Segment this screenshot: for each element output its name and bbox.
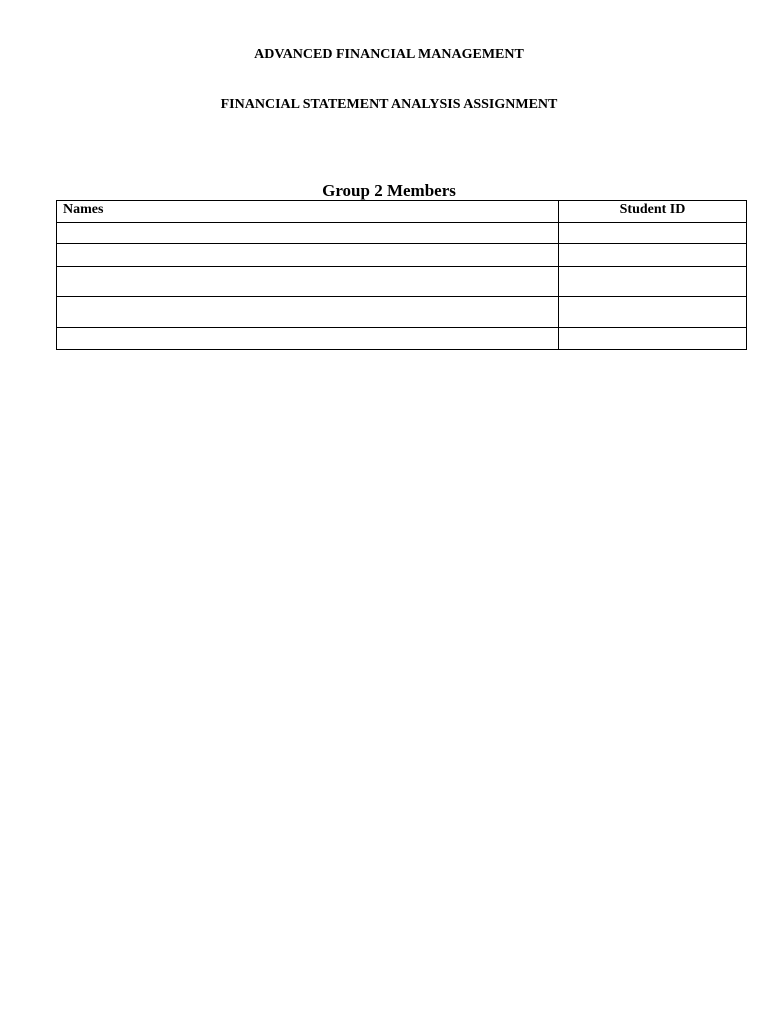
assignment-title: FINANCIAL STATEMENT ANALYSIS ASSIGNMENT: [220, 97, 558, 112]
student-id-cell: [559, 328, 747, 350]
table-row: [57, 223, 747, 244]
student-id-cell: [559, 297, 747, 328]
names-column-header: Names: [57, 201, 559, 223]
student-id-cell: [559, 223, 747, 244]
table-row: [57, 328, 747, 350]
members-table: [56, 200, 747, 350]
name-cell: [57, 297, 559, 328]
name-cell: [57, 328, 559, 350]
student-id-cell: [559, 244, 747, 267]
course-title: ADVANCED FINANCIAL MANAGEMENT: [254, 47, 524, 62]
name-cell: [57, 244, 559, 267]
table-row: [57, 297, 747, 328]
name-cell: [57, 267, 559, 297]
table-row: [57, 267, 747, 297]
student-id-cell: [559, 267, 747, 297]
name-cell: [57, 223, 559, 244]
table-header-row: [57, 201, 747, 223]
student-id-column-header: Student ID: [559, 201, 747, 223]
table-row: [57, 244, 747, 267]
group-heading: Group 2 Members: [322, 181, 456, 200]
